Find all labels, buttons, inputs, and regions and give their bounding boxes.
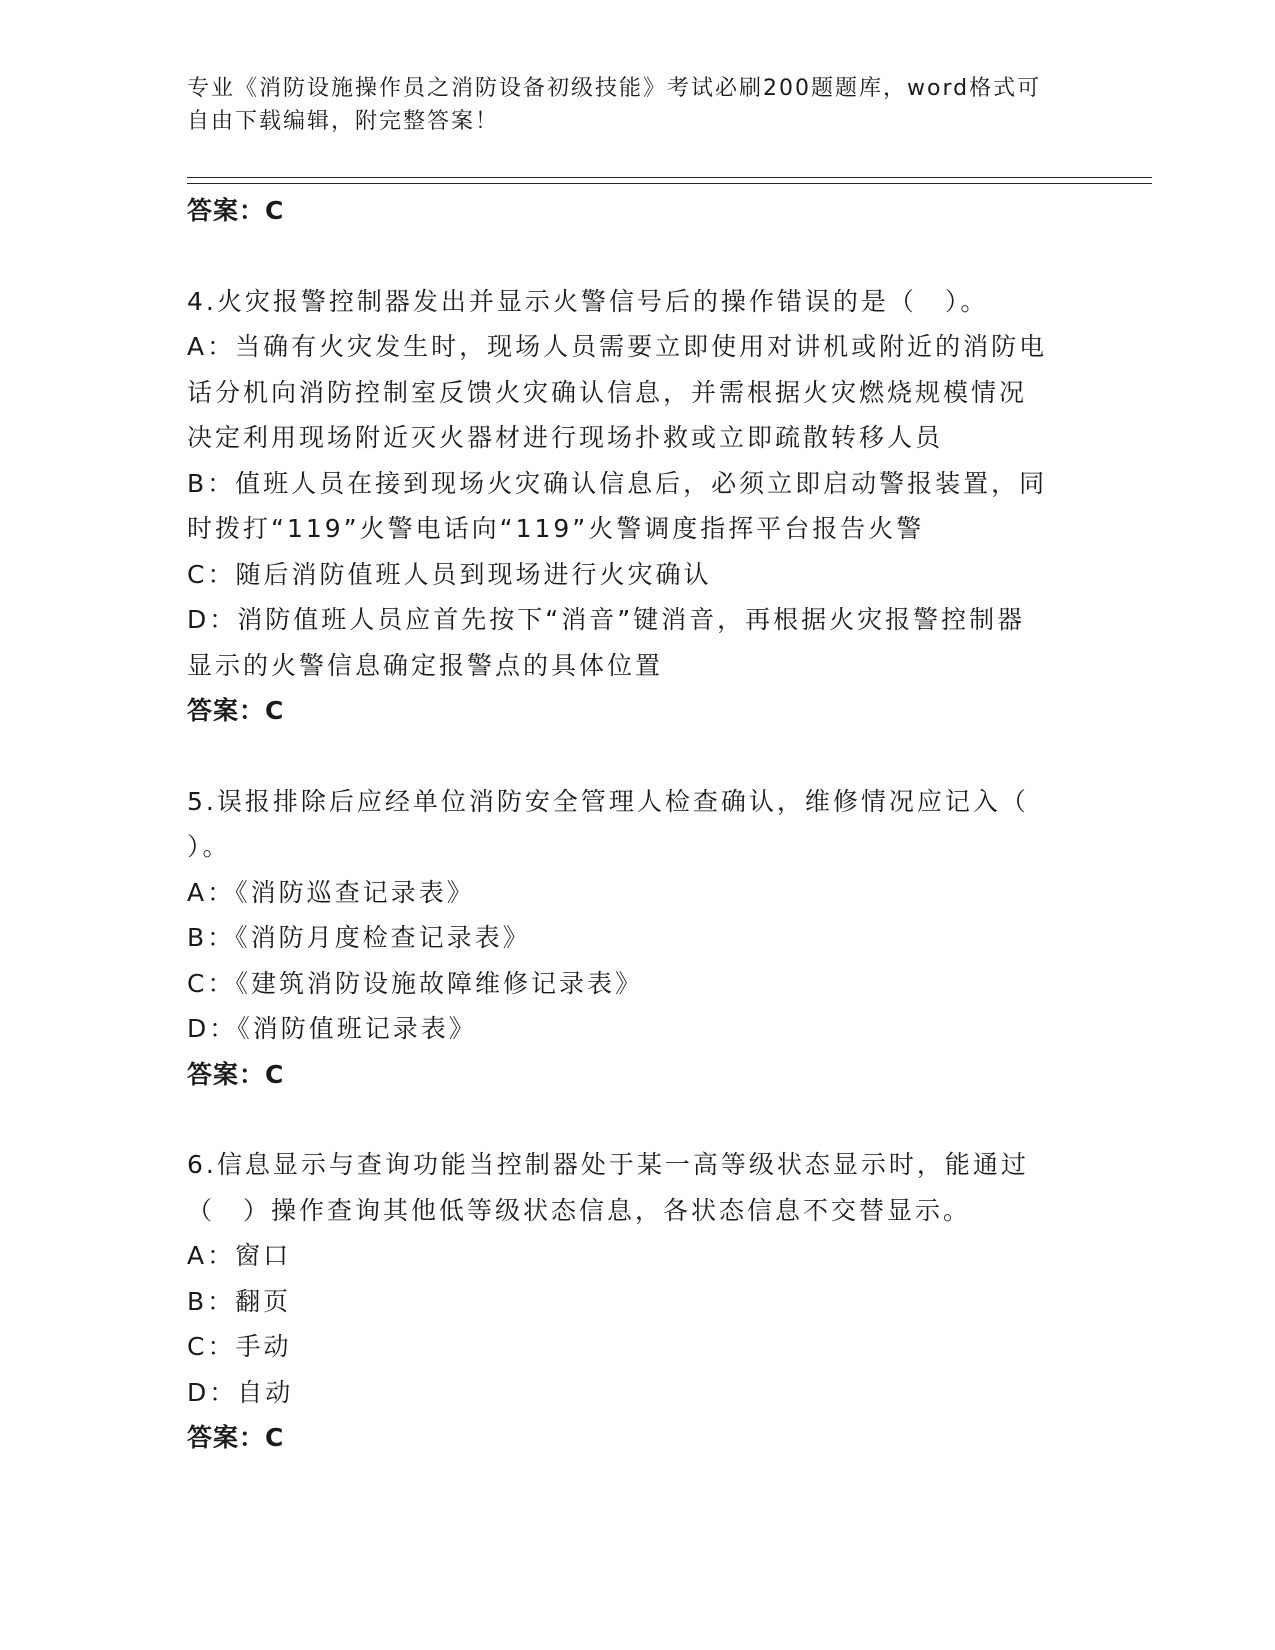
question-5-option-b: B：《消防月度检查记录表》 xyxy=(187,923,531,952)
spacer xyxy=(187,734,1087,779)
question-6-option-b: B：翻页 xyxy=(187,1286,292,1316)
answer-previous: 答案：C xyxy=(187,196,285,225)
question-6-stem-line-1: 6.信息显示与查询功能当控制器处于某一高等级状态显示时，能通过 xyxy=(187,1150,1029,1179)
header-rule-bottom xyxy=(187,183,1152,184)
page-header xyxy=(187,72,1067,138)
question-6-option-d: D：自动 xyxy=(187,1377,294,1407)
spacer xyxy=(187,1097,1087,1142)
question-6-option-a: A：窗口 xyxy=(187,1241,292,1270)
question-5-stem-line-2: ）。 xyxy=(187,832,231,861)
question-4-option-a-line-1: A：当确有火灾发生时，现场人员需要立即使用对讲机或附近的消防电 xyxy=(187,332,1048,361)
spacer xyxy=(187,234,1087,279)
question-4-option-a-line-2: 话分机向消防控制室反馈火灾确认信息，并需根据火灾燃烧规模情况 xyxy=(187,377,1028,407)
question-4-stem: 4.火灾报警控制器发出并显示火警信号后的操作错误的是（ ）。 xyxy=(187,286,989,316)
question-4-option-b-line-1: B：值班人员在接到现场火灾确认信息后，必须立即启动警报装置，同 xyxy=(187,468,1048,498)
header-line-2: 自由下载编辑，附完整答案！ xyxy=(187,109,500,134)
question-6-option-c: C：手动 xyxy=(187,1332,292,1361)
question-6-stem-line-2: （ ）操作查询其他低等级状态信息，各状态信息不交替显示。 xyxy=(187,1195,972,1225)
question-5-option-a: A：《消防巡查记录表》 xyxy=(187,877,475,907)
question-6 xyxy=(187,1142,1087,1461)
question-4-option-d-line-1: D：消防值班人员应首先按下“消音”键消音，再根据火灾报警控制器 xyxy=(187,605,1026,634)
question-5-stem-line-1: 5.误报排除后应经单位消防安全管理人检查确认，维修情况应记入（ xyxy=(187,786,1029,816)
question-5-answer: 答案：C xyxy=(187,1059,285,1089)
question-4-option-c: C：随后消防值班人员到现场进行火灾确认 xyxy=(187,559,712,589)
question-4 xyxy=(187,279,1087,734)
question-5-option-c: C：《建筑消防设施故障维修记录表》 xyxy=(187,968,643,998)
document-body xyxy=(187,188,1087,1461)
question-6-answer: 答案：C xyxy=(187,1423,285,1452)
header-rule-top xyxy=(187,177,1152,178)
header-line-1: 专业《消防设施操作员之消防设备初级技能》考试必刷200题题库，word格式可 xyxy=(187,76,1042,101)
question-5 xyxy=(187,779,1087,1098)
question-5-option-d: D：《消防值班记录表》 xyxy=(187,1014,477,1043)
question-4-answer: 答案：C xyxy=(187,696,285,725)
question-4-option-a-line-3: 决定利用现场附近灭火器材进行现场扑救或立即疏散转移人员 xyxy=(187,423,944,452)
question-4-option-b-line-2: 时拨打“119”火警电话向“119”火警调度指挥平台报告火警 xyxy=(187,514,925,543)
question-4-option-d-line-2: 显示的火警信息确定报警点的具体位置 xyxy=(187,650,664,680)
